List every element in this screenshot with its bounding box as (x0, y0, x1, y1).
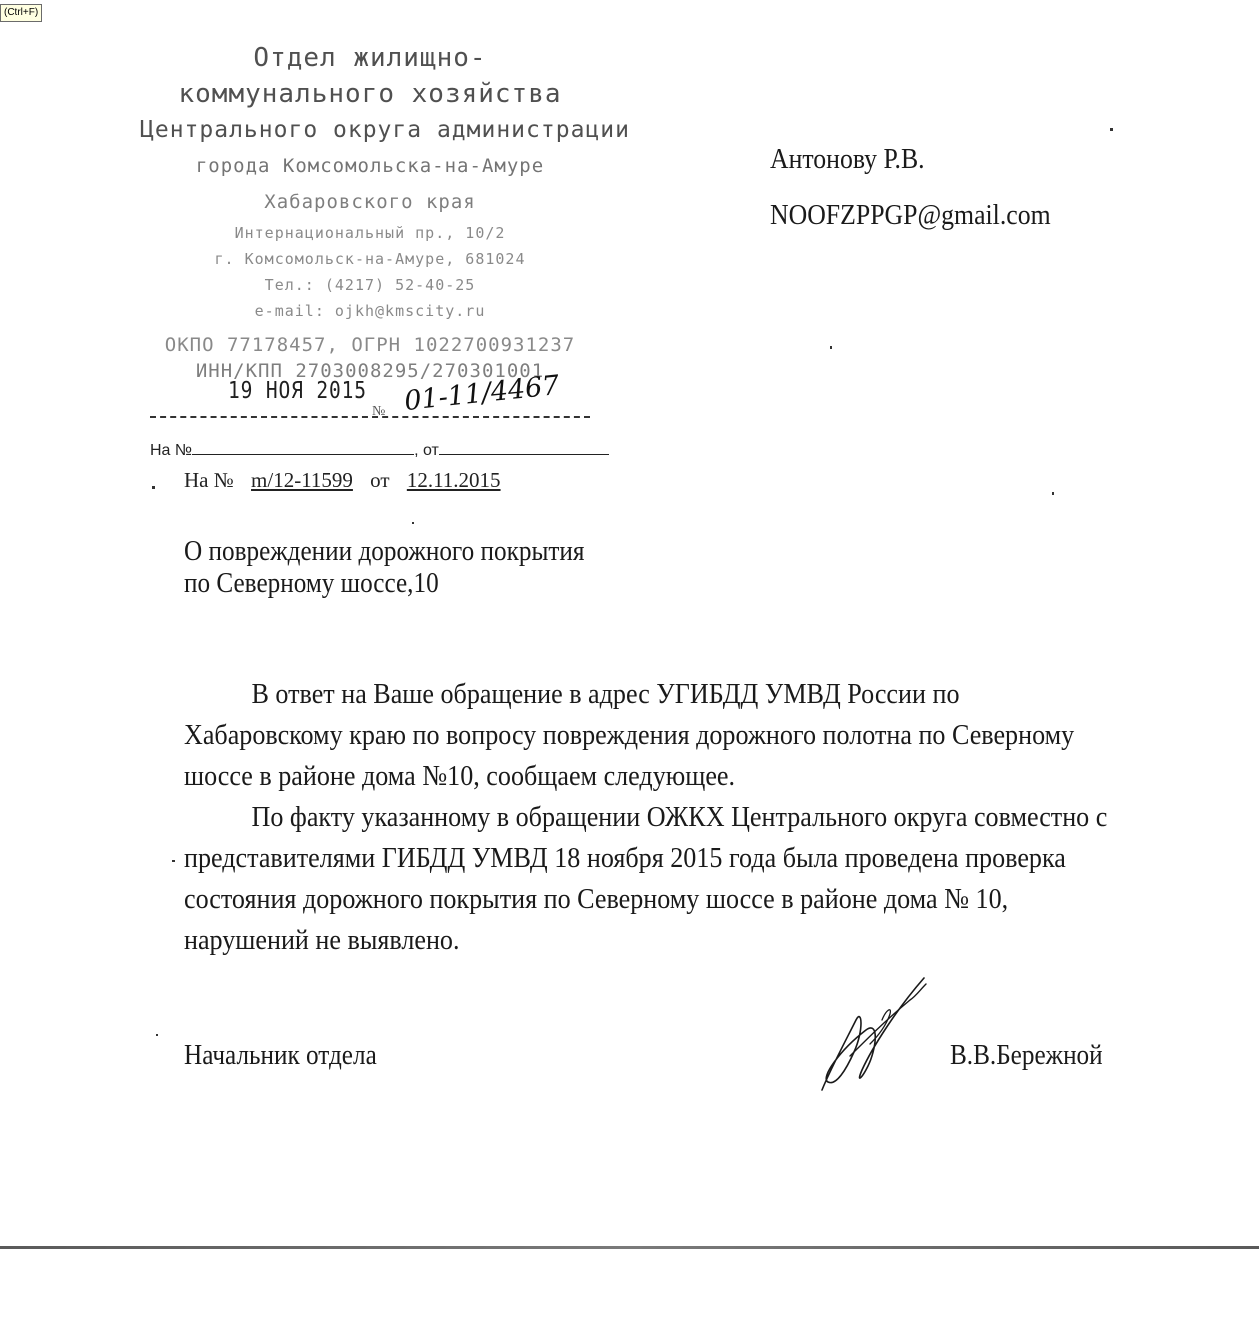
scan-speck (152, 486, 155, 489)
find-shortcut-tooltip: (Ctrl+F) (0, 4, 42, 22)
stamp-na-label: На № (150, 442, 193, 459)
signer-title: Начальник отдела (184, 1040, 377, 1071)
scan-speck (1110, 128, 1113, 131)
stamp-inn-line: ИНН/КПП 2703008295/270301001 (195, 360, 545, 382)
stamp-ot-blank (439, 440, 609, 455)
handwritten-signature (806, 970, 946, 1100)
subject-line-1: О повреждении дорожного покрытия (184, 536, 585, 567)
reference-line (184, 468, 513, 493)
letter-subject (184, 536, 585, 600)
stamp-city-line: г. Комсомольск-на-Амуре, 681024 (214, 250, 526, 268)
stamp-outgoing-number: 01-11/4467 (402, 369, 561, 418)
scan-speck (172, 860, 175, 862)
letter-body (184, 674, 1120, 961)
reference-date: 12.11.2015 (406, 468, 501, 492)
stamp-divider (150, 416, 590, 418)
scan-speck (156, 1034, 158, 1036)
scan-speck (1052, 492, 1054, 495)
stamp-okpo-line: ОКПО 77178457, ОГРН 1022700931237 (164, 334, 576, 356)
stamp-na-blank (192, 440, 414, 455)
stamp-phone-line: Тел.: (4217) 52-40-25 (264, 276, 476, 294)
stamp-email-line: e-mail: ojkh@kmscity.ru (254, 302, 486, 320)
subject-line-2: по Северному шоссе,10 (184, 568, 439, 599)
letterhead-stamp (140, 40, 630, 384)
signer-name: В.В.Бережной (950, 1040, 1103, 1071)
body-paragraph-1: В ответ на Ваше обращение в адрес УГИБДД УМВД России по Хабаровскому краю по вопросу повреждения дорожного полотна по Северному шоссе в районе дома №10, сообщаем следующее. (184, 678, 1075, 792)
stamp-number-prefix: № (372, 404, 386, 419)
stamp-org-line-1: Отдел жилищно- (253, 43, 487, 73)
body-paragraph-2: По факту указанному в обращении ОЖКХ Центрального округа совместно с представителями ГИБДД УМВД 18 ноября 2015 года была проведена проверка состояния дорожного покрытия по Северному шоссе в районе дома № 10, нарушений не выявлено. (184, 801, 1108, 956)
scan-speck (830, 346, 832, 349)
stamp-na-line (150, 440, 609, 460)
addressee-name: Антонову Р.В. (770, 144, 925, 175)
stamp-org-line-5: Хабаровского края (264, 191, 476, 213)
page-bottom-edge (0, 1246, 1259, 1249)
addressee-email: NOOFZPPGP@gmail.com (770, 200, 1051, 231)
reference-na-label: На № (184, 468, 234, 492)
stamp-ot-label: , от (414, 442, 439, 459)
scan-speck (412, 522, 414, 524)
stamp-org-line-2: коммунального хозяйства (178, 79, 562, 109)
stamp-org-line-3: Центрального округа администрации (140, 117, 630, 143)
stamp-org-line-4: города Комсомольска-на-Амуре (195, 155, 545, 177)
stamp-date: 19 НОЯ 2015 (228, 378, 367, 404)
reference-number: m/12-11599 (251, 468, 353, 492)
reference-ot-label: от (370, 468, 390, 492)
stamp-address-line: Интернациональный пр., 10/2 (234, 224, 506, 242)
